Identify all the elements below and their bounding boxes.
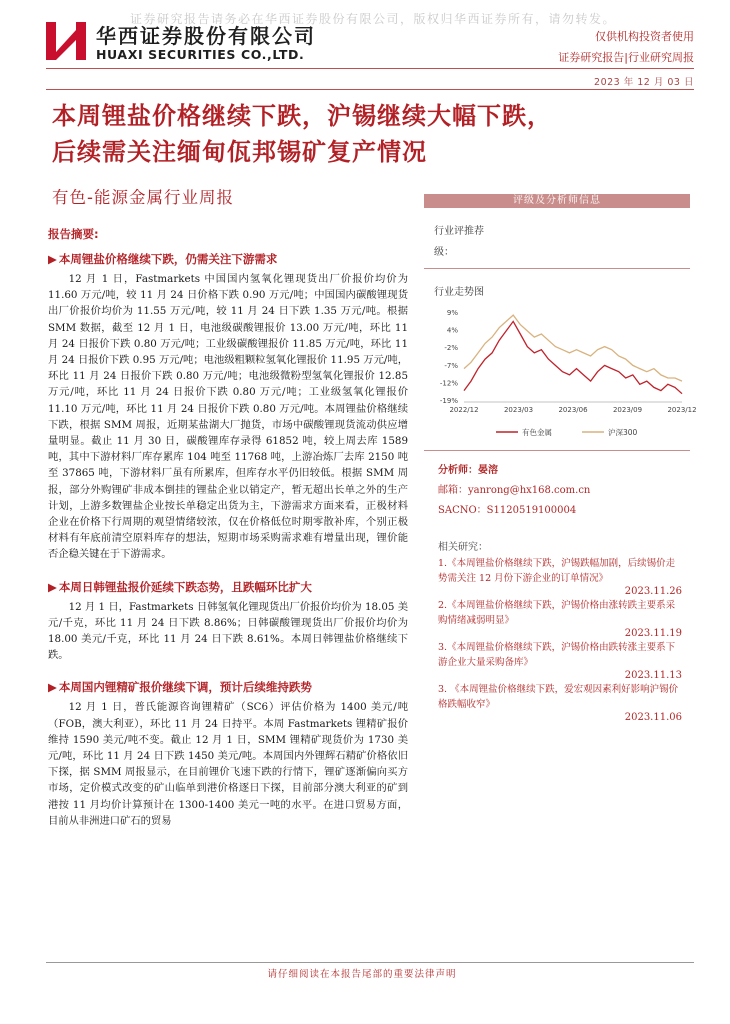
sacno-value: S1120519100004	[486, 505, 577, 516]
company-name-cn: 华西证券股份有限公司	[96, 24, 316, 48]
title-line-1: 本周锂盐价格继续下跌，沪锡继续大幅下跌，	[52, 102, 552, 130]
y-tick-label: -19%	[439, 397, 458, 405]
analyst-name: 晏溶	[478, 465, 498, 476]
related-item-title: 3.《本周锂盐价格继续下跌，沪锡价格由跌转涨主要系下游企业大量采购备库》	[438, 642, 676, 668]
x-tick-label: 2023/12	[667, 406, 697, 414]
x-tick-label: 2023/06	[558, 406, 588, 414]
triangle-bullet-icon: ▶	[48, 252, 57, 266]
report-subtitle: 有色-能源金属行业周报	[52, 188, 234, 207]
email-line	[438, 481, 690, 496]
watermark-text: 证券研究报告请务必在华西证券股份有限公司，版权归华西证券所有，请勿转发。	[130, 12, 617, 26]
report-type: 证券研究报告|行业研究周报	[558, 51, 694, 64]
date-divider	[46, 89, 694, 90]
section-heading	[48, 251, 408, 268]
x-tick-label: 2023/03	[503, 406, 534, 414]
related-research	[438, 538, 682, 723]
x-tick-label: 2023/09	[612, 406, 643, 414]
panel-divider	[424, 268, 690, 269]
section-paragraph: 12 月 1 日，Fastmarkets 中国国内氢氧化锂现货出厂价报价均价为 11.60 万元/吨，较 11 月 24 日价格下跌 0.90 万元/吨；中国国内碳酸锂现货出厂价报价均价为 11.55 万元/吨，较 11 月 24 日下跌 1.35 万元/吨。根据 SMM 数据，截至 12 月 1 日，电池级碳酸锂报价 13.00 万元/吨，环比 11 月 24 日报价下跌 0.80 万元/吨；工业级碳酸锂报价 11.85 万元/吨，环比 11 月 24 日报价下跌 0.95 万元/吨；电池级粗颗粒氢氧化锂报价 11.95 万元/吨，环比 11 月 24 日报价下跌 0.80 万元/吨；电池级微粉型氢氧化锂报价 12.85 万元/吨，环比 11 月 24 日报价下跌 0.80 万元/吨；工业级氢氧化锂报价 11.10 万元/吨，环比 11 月 24 日报价下跌 0.80 万元/吨。本周锂盐价格继续下跌，根据 SMM 周报，近期某盐湖大厂抛货，市场中碳酸锂现货流动供应增量明显。截止 11 月 30 日，碳酸锂库存录得 61852 吨，较上周去库 1589 吨，其中下游材料厂库存累库 104 吨至 11768 吨，上游冶炼厂去库 2150 吨至 37865 吨，下游材料厂虽有所累库，但库存水平仍旧较低。根据 SMM 周报，部分外购锂矿非成本倒挂的锂盐企业以销定产，暂无超出长单之外的生产计划，上游多数锂盐企业按长单稳定出货为主，下游需求方面来看，正极材料企业在价格下行周期的观望情绪较浓，仅在价格低位时期零散补库，个别正极材料有年底前清空原料库存的想法，短期市场采购需求难有增量出现，锂价能否企稳关键在于下游需求。	[48, 273, 408, 561]
y-tick-label: 4%	[446, 326, 458, 335]
section-heading-text: 本周国内锂精矿报价继续下调，预计后续维持跌势	[58, 680, 312, 695]
sacno-label: SACNO：	[438, 505, 487, 516]
report-date: 2023 年 12 月 03 日	[594, 77, 694, 88]
y-tick-label: -7%	[444, 361, 458, 370]
panel-header: 评级及分析师信息	[424, 194, 690, 208]
related-label: 相关研究：	[438, 542, 488, 553]
section-lithium-salt	[48, 251, 408, 563]
related-item[interactable]	[438, 683, 682, 723]
triangle-bullet-icon: ▶	[48, 680, 57, 695]
huaxi-logo-icon	[46, 22, 86, 60]
trend-chart	[424, 304, 697, 444]
summary-label: 报告摘要:	[48, 227, 99, 241]
y-tick-label: 9%	[446, 309, 458, 317]
related-item-date: 2023.11.13	[624, 670, 682, 681]
section-japan-korea	[48, 579, 408, 664]
related-item-date: 2023.11.06	[624, 712, 682, 723]
y-tick-label: -2%	[444, 344, 458, 353]
triangle-bullet-icon: ▶	[48, 579, 57, 594]
rating-label: 行业评推荐	[434, 226, 484, 237]
analyst-label: 分析师：	[438, 465, 478, 476]
section-paragraph: 12 月 1 日，普氏能源咨询锂精矿（SC6）评估价格为 1400 美元/吨（FOB，澳大利亚），环比 11 月 24 日持平。本周 Fastmarkets 锂精矿报价维持 1590 美元/吨不变。截止 12 月 1 日，SMM 锂精矿现货价为 1730 美元/吨，环比 11 月 24 日下跌 1450 美元/吨。本周国内外锂辉石精矿价格依旧下探，据 SMM 周报显示，在目前锂价飞速下跌的行情下，锂矿逐渐偏向买方市场，定价模式改变的矿山临单到港价格逐日下探，目前部分澳大利亚的矿到港按 11 月均价计算预计在 1300-1400 美元一吨的水平。在进口贸易方面，目前从非洲进口矿石的贸易	[48, 701, 408, 827]
related-item[interactable]	[438, 557, 682, 597]
related-item-date: 2023.11.26	[624, 586, 682, 597]
related-item[interactable]	[438, 599, 682, 639]
company-name-en: HUAXI SECURITIES CO.,LTD.	[96, 47, 305, 62]
footer-divider	[46, 962, 694, 963]
trend-label: 行业走势图	[434, 287, 484, 298]
analyst-line	[438, 461, 690, 476]
section-heading-text: 本周锂盐价格继续下跌，仍需关注下游需求	[58, 252, 278, 266]
related-item[interactable]	[438, 641, 682, 681]
panel-divider	[424, 450, 690, 451]
email-label: 邮箱：	[438, 485, 468, 496]
section-heading	[48, 679, 408, 696]
legend-label: 沪深300	[608, 428, 638, 437]
section-heading	[48, 579, 408, 596]
header-divider	[46, 68, 694, 69]
section-heading-text: 本周日韩锂盐报价延续下跌态势，且跌幅环比扩大	[58, 579, 312, 594]
rating-panel	[424, 194, 697, 723]
usage-note: 仅供机构投资者使用	[595, 30, 694, 43]
report-title	[52, 98, 692, 170]
title-line-2: 后续需关注缅甸佤邦锡矿复产情况	[52, 138, 427, 166]
footer-disclaimer: 请仔细阅读在本报告尾部的重要法律声明	[267, 969, 457, 980]
analyst-block	[438, 461, 690, 516]
section-paragraph: 12 月 1 日，Fastmarkets 日韩氢氧化锂现货出厂价报价均价为 18.05 美元/千克，环比 11 月 24 日下跌 8.86%；日韩碳酸锂现货出厂价报价均价为 18.00 美元/千克，环比 11 月 24 日下跌 8.61%。本周日韩锂盐价格继续下跌。	[48, 600, 408, 662]
x-tick-label: 2022/12	[449, 406, 479, 414]
y-tick-label: -12%	[439, 379, 458, 388]
related-item-title: 3. 《本周锂盐价格继续下跌，爱宏观因素利好影响沪锡价格跌幅收窄》	[438, 684, 679, 710]
related-item-title: 2.《本周锂盐价格继续下跌，沪锡价格由涨转跌主要系采购情绪减弱明显》	[438, 600, 676, 626]
rating-label-2: 级：	[434, 247, 454, 258]
legend-label: 有色金属	[522, 428, 552, 437]
related-item-date: 2023.11.19	[624, 628, 682, 639]
sacno-line	[438, 501, 690, 516]
section-concentrate	[48, 679, 408, 829]
series-line	[464, 321, 682, 393]
related-item-title: 1.《本周锂盐价格继续下跌，沪锡跌幅加剧，后续锡价走势需关注 12 月份下游企业的订单情况》	[438, 558, 676, 584]
email-link[interactable]: yanrong@hx168.com.cn	[468, 485, 591, 496]
summary-column	[48, 214, 408, 829]
